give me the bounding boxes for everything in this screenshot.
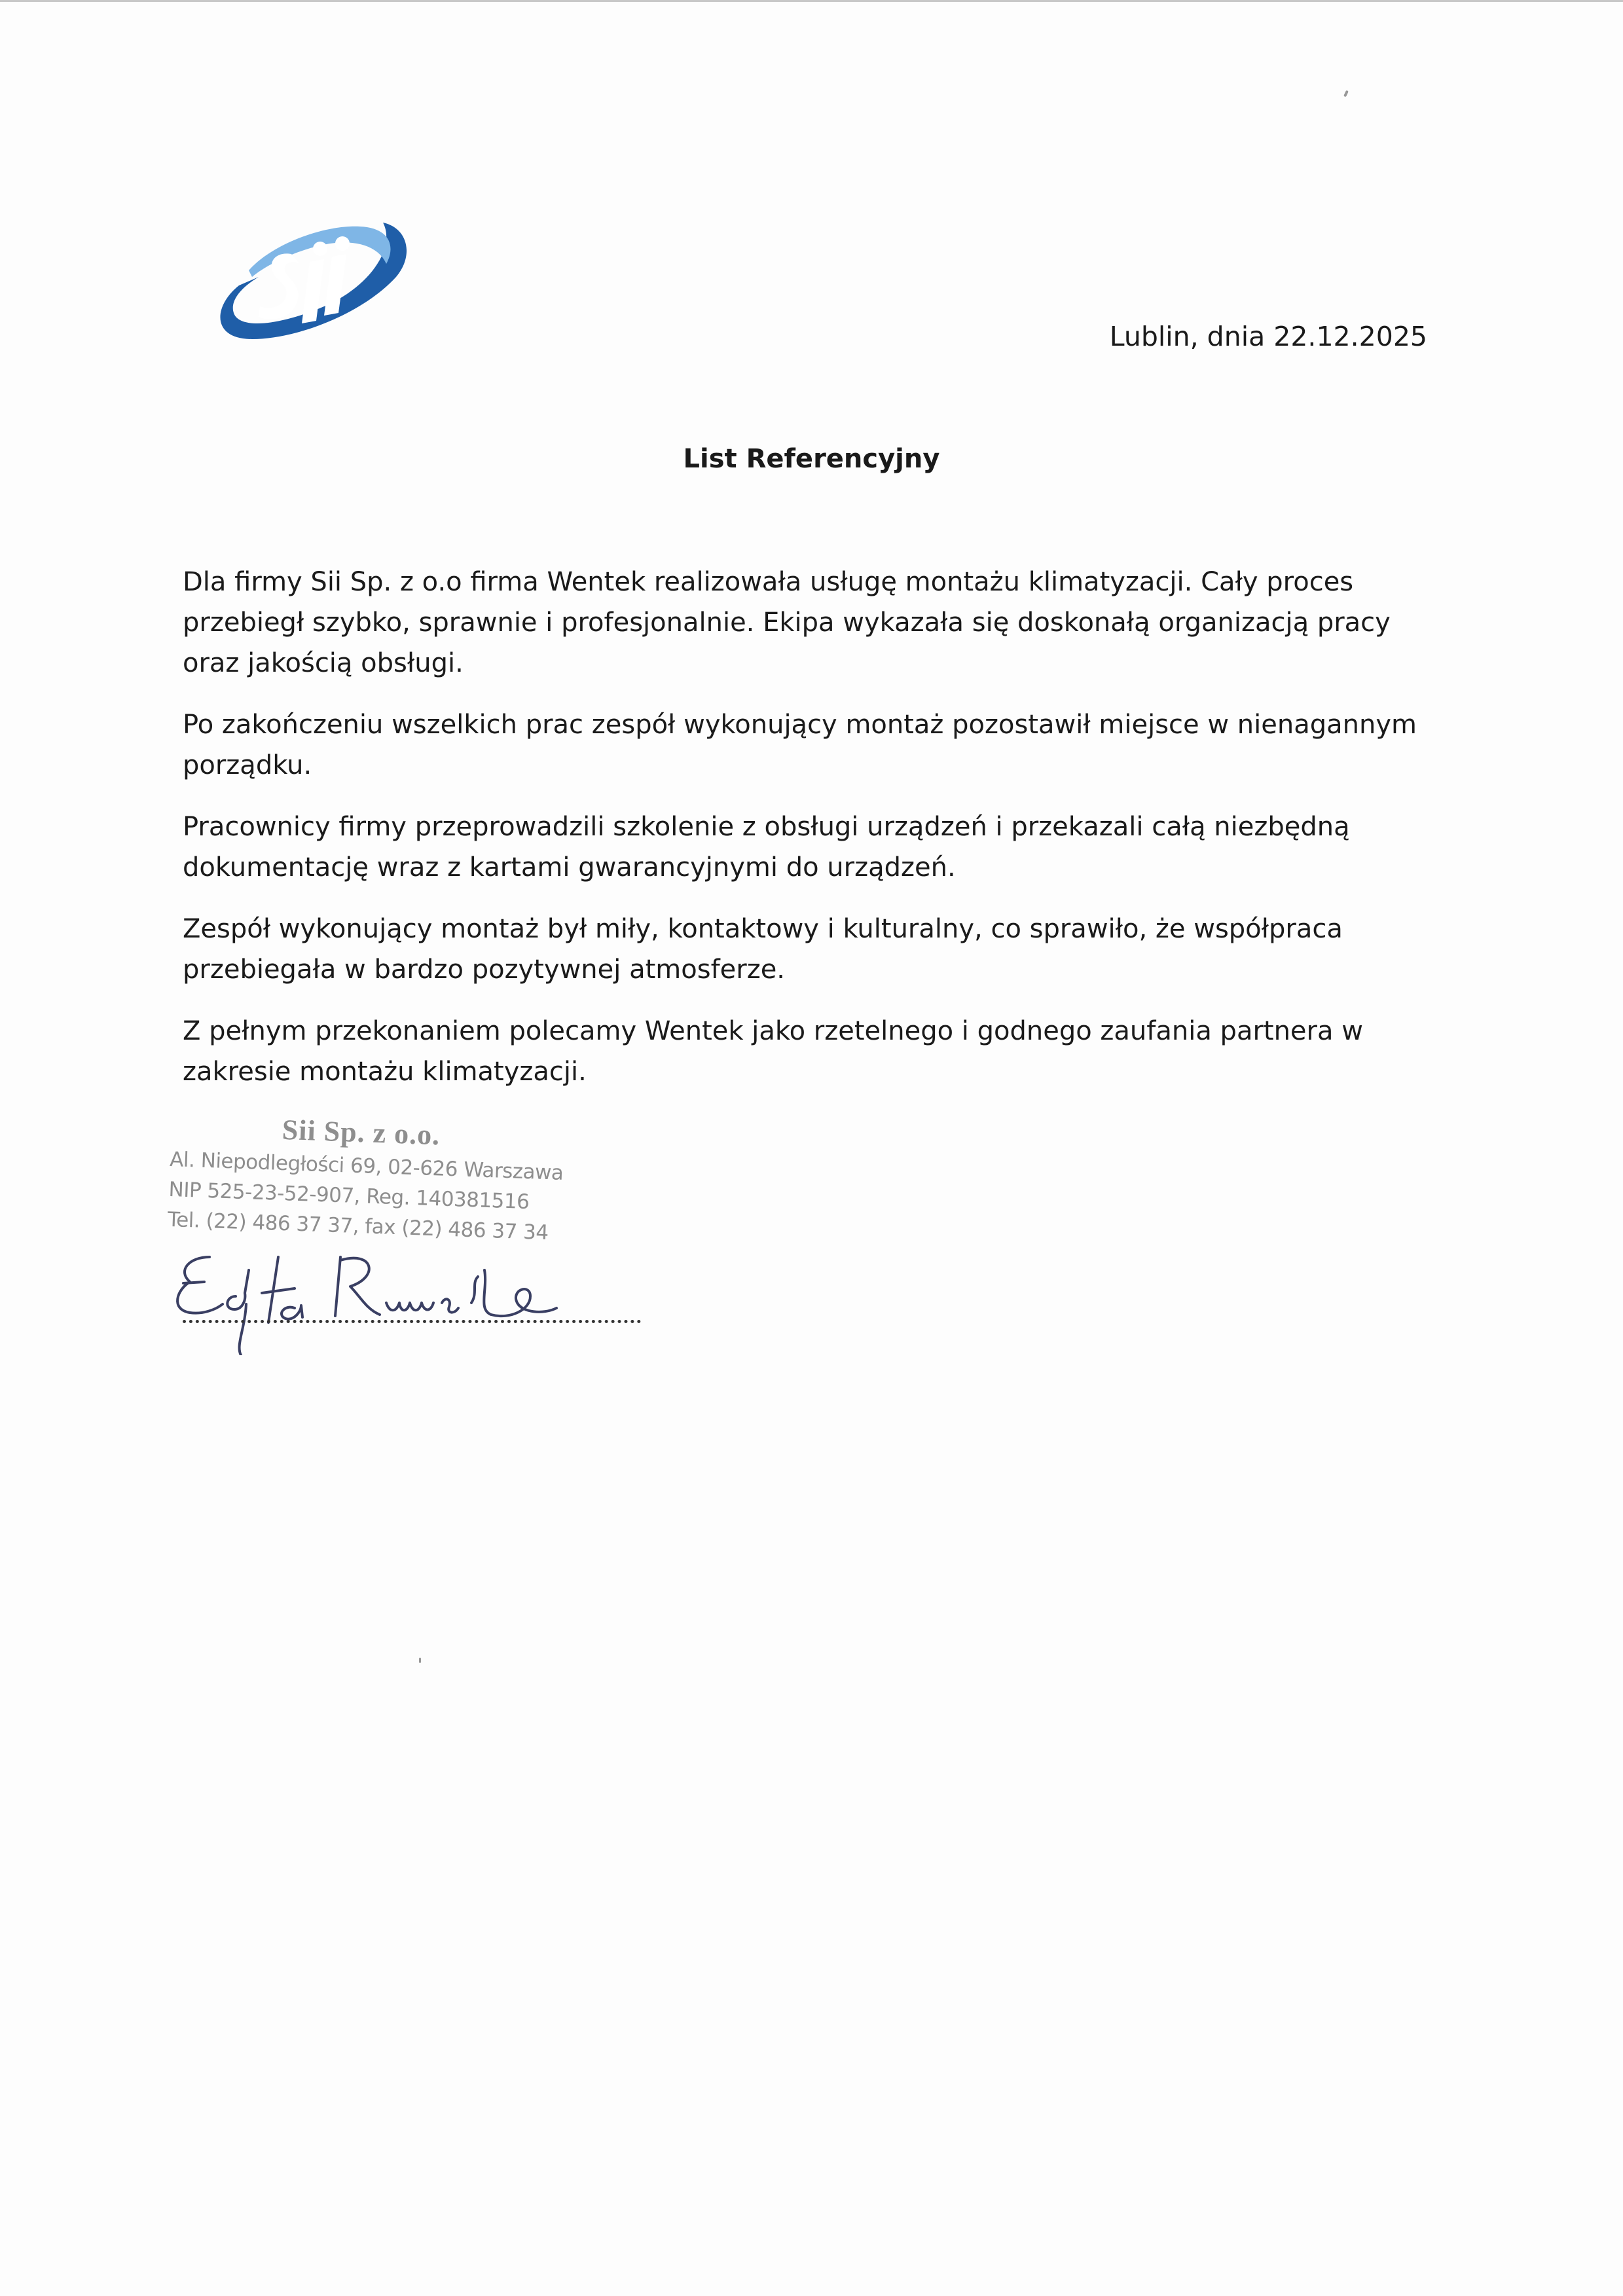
stamp-registry: NIP 525-23-52-907, Reg. 140381516 [168,1177,530,1214]
paragraph-1: Dla firmy Sii Sp. z o.o firma Wentek realizowała usługę montażu klimatyzacji. Cały proces przebiegł szybko, sprawnie i profesjonalnie. Ekipa wykazała się doskonałą organizacją pracy oraz jakością obsługi. [183,567,1391,678]
paragraph-3: Pracownicy firmy przeprowadzili szkolenie z obsługi urządzeń i przekazali całą niezbędną dokumentację wraz z kartami gwarancyjnymi do urządzeń. [183,812,1350,883]
paragraph-2: Po zakończeniu wszelkich prac zespół wykonujący montaż pozostawił miejsce w nienagannym porządku. [183,710,1417,780]
stamp-address: Al. Niepodległości 69, 02-626 Warszawa [169,1147,564,1185]
signature-dotted-line [183,1320,641,1323]
letter-body [183,562,1440,1113]
handwritten-signature-icon [164,1231,570,1355]
company-stamp [167,1108,564,1248]
stamp-phone: Tel. (22) 486 37 37, fax (22) 486 37 34 [167,1207,549,1245]
letter-date: Lublin, dnia 22.12.2025 [1109,321,1427,352]
stamp-company-name: Sii Sp. z o.o. [282,1113,441,1152]
paragraph-4: Zespół wykonujący montaż był miły, kontaktowy i kulturalny, co sprawiło, że współpraca przebiegała w bardzo pozytywnej atmosferze. [183,914,1343,985]
scan-speck [1343,90,1349,98]
paragraph-5: Z pełnym przekonaniem polecamy Wentek jako rzetelnego i godnego zaufania partnera w zakresie montażu klimatyzacji. [183,1016,1363,1087]
scan-speck [419,1658,421,1663]
document-title: List Referencyjny [683,444,940,474]
sii-logo-icon [200,208,409,346]
page-top-edge [0,0,1623,2]
